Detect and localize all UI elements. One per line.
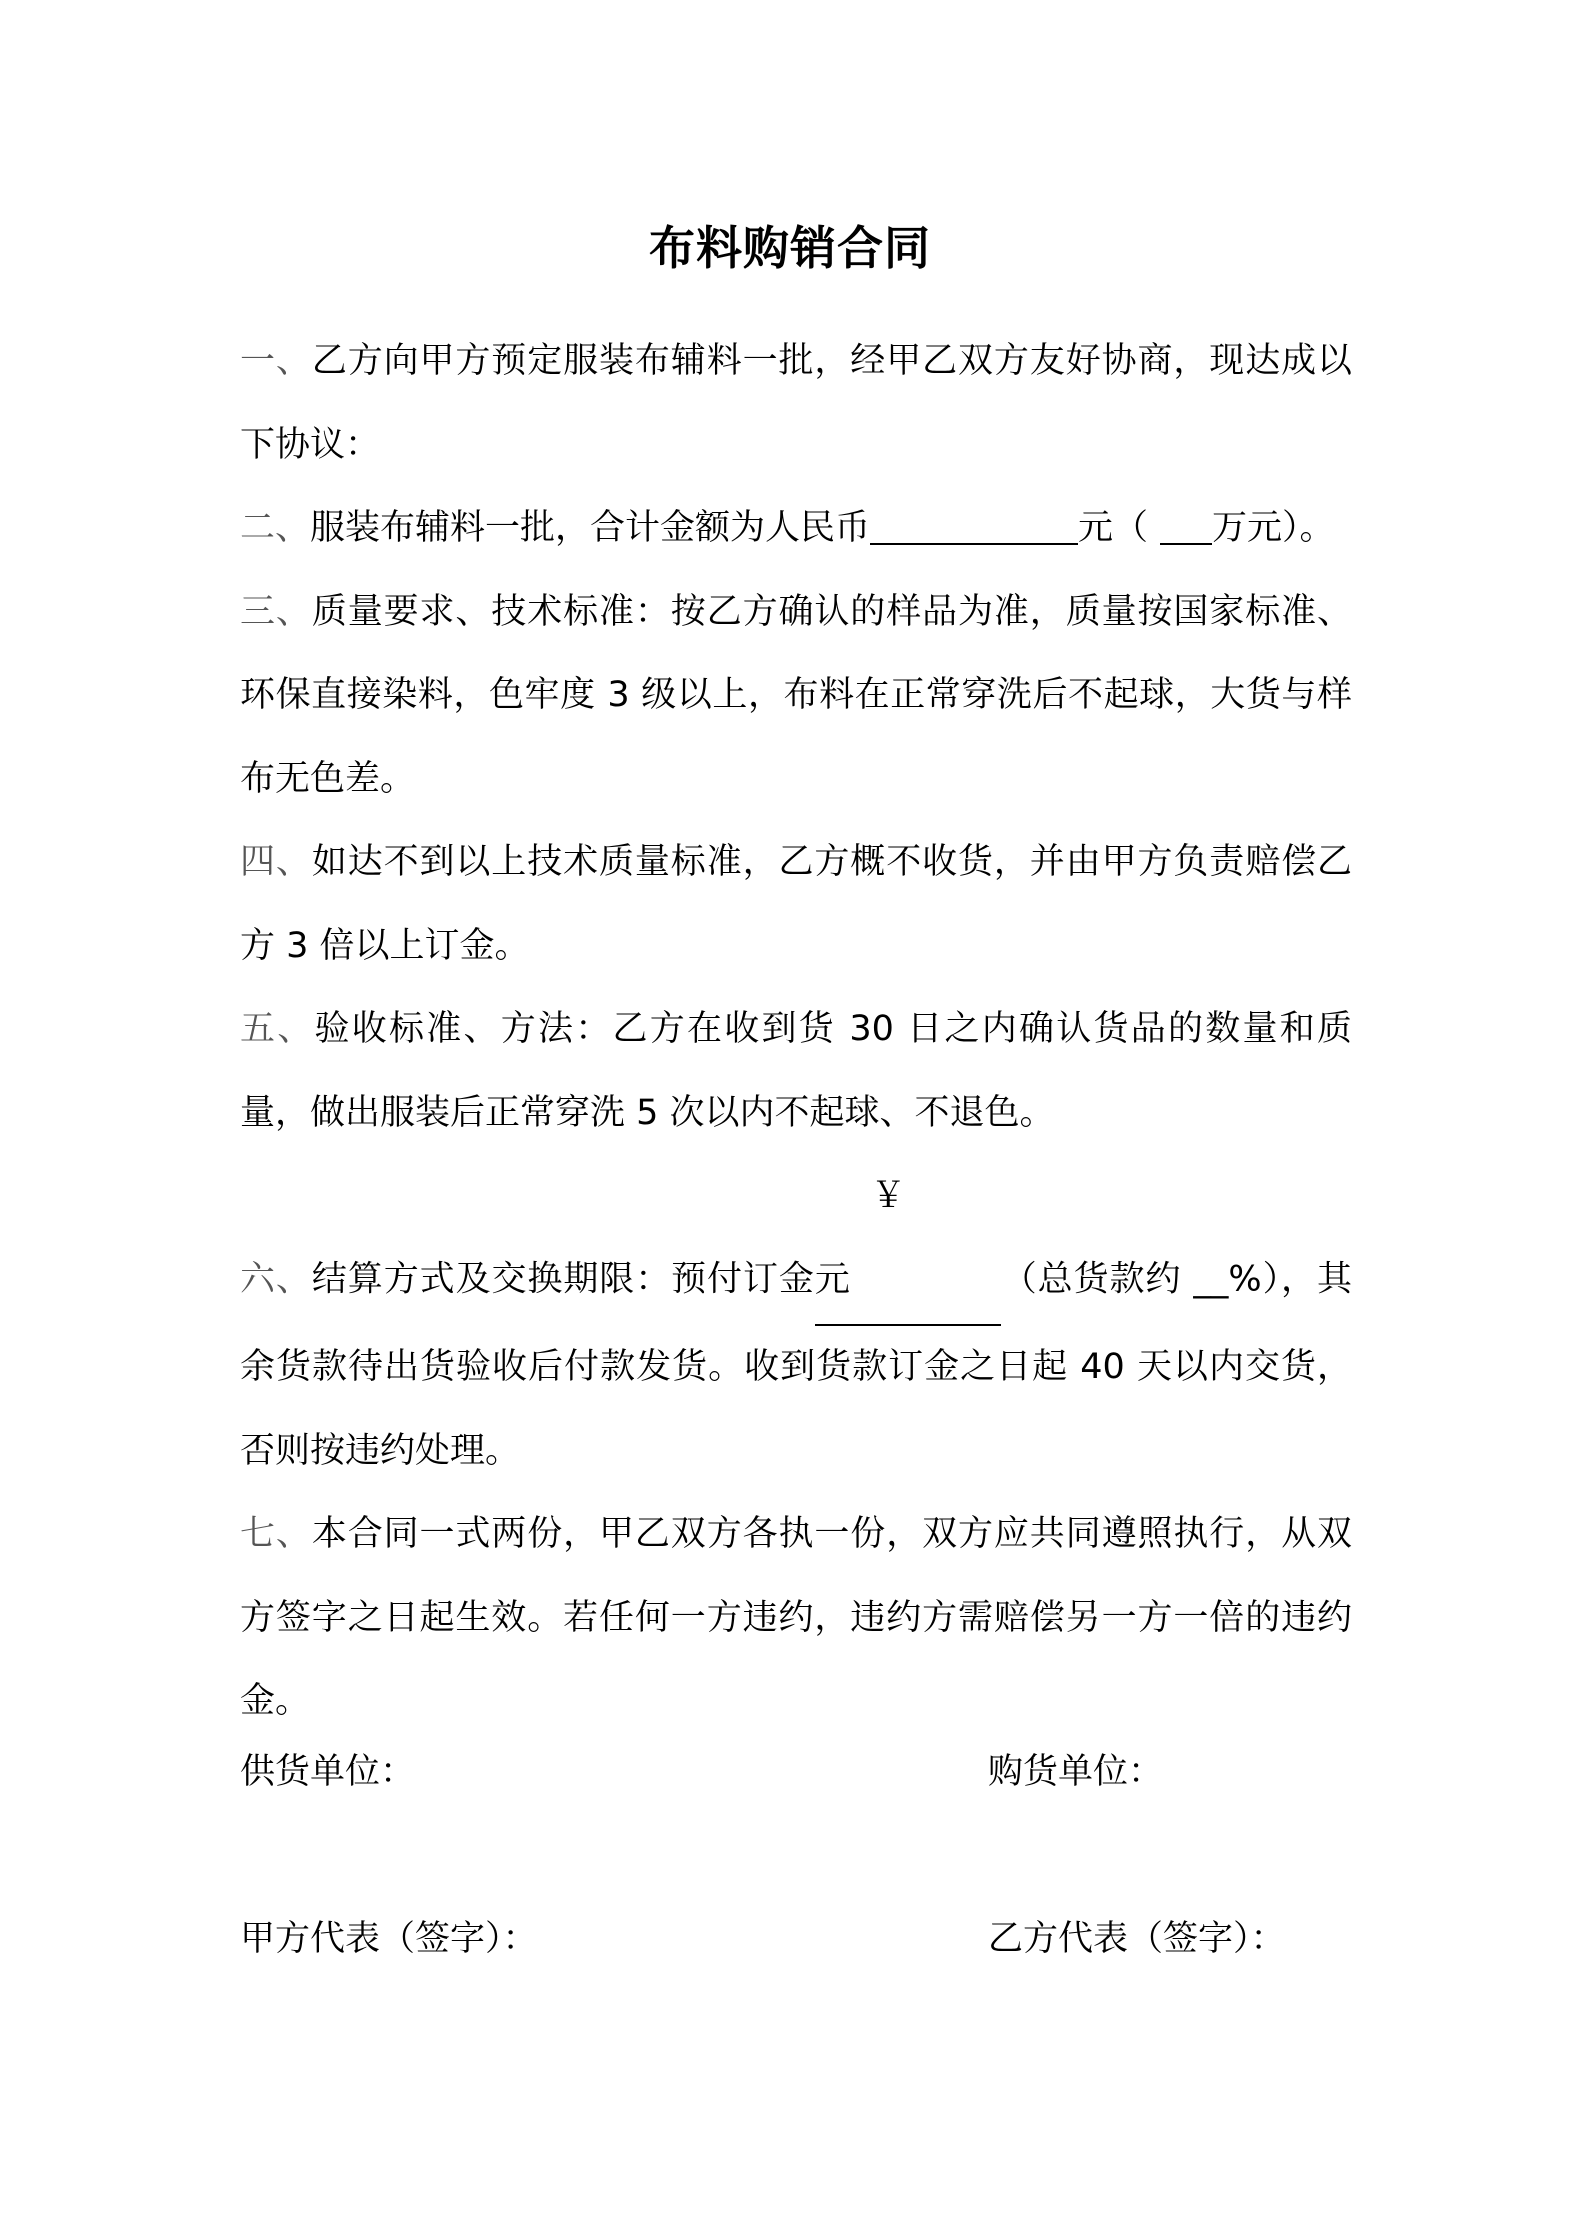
clause-3 — [240, 571, 1352, 822]
clause-number: 七、 — [240, 1514, 312, 1554]
clause-number: 四、 — [240, 842, 312, 882]
clause-text: 万元）。 — [1212, 508, 1335, 548]
clause-4 — [240, 821, 1352, 988]
contract-body — [240, 320, 1352, 1744]
purchaser-label: 购货单位： — [988, 1752, 1164, 1792]
party-b-signature-label: 乙方代表（签字）： — [988, 1919, 1286, 1959]
supplier-label: 供货单位： — [240, 1752, 416, 1792]
amount-wan-blank[interactable] — [1160, 508, 1212, 545]
clause-text: 元（ — [1078, 508, 1149, 548]
clause-text: 结算方式及交换期限：预付订金 — [311, 1259, 815, 1300]
clause-6 — [240, 1155, 1352, 1493]
clause-number: 六、 — [240, 1259, 312, 1300]
clause-text: 验收标准、方法：乙方在收到货 30 日之内确认货品的数量和质量，做出服装后正常穿洗 5 次以内不起球、不退色。 — [240, 1009, 1352, 1133]
clause-number: 二、 — [240, 508, 311, 548]
clause-number: 五、 — [240, 1009, 315, 1049]
clause-text: 乙方向甲方预定服装布辅料一批，经甲乙双方友好协商，现达成以下协议： — [240, 341, 1352, 465]
clause-1 — [240, 320, 1352, 487]
deposit-blank[interactable] — [815, 1155, 1001, 1326]
clause-text: （总货款约 __%），其余货款待出货验收后付款发货。收到货款订金之日起 40 天以内交货，否则按违约处理。 — [240, 1259, 1352, 1471]
clause-number: 三、 — [240, 591, 312, 632]
clause-2 — [240, 487, 1352, 571]
clause-number: 一、 — [240, 341, 312, 381]
clause-text: 本合同一式两份，甲乙双方各执一份，双方应共同遵照执行，从双方签字之日起生效。若任何一方违约，违约方需赔偿另一方一倍的违约金。 — [240, 1514, 1352, 1721]
yen-symbol: ￥ — [870, 1176, 906, 1216]
clause-text: 如达不到以上技术质量标准，乙方概不收货，并由甲方负责赔偿乙方 3 倍以上订金。 — [240, 842, 1352, 966]
yuan-unit: 元 — [814, 1259, 850, 1300]
clause-7 — [240, 1493, 1352, 1744]
clause-text: 质量要求、技术标准：按乙方确认的样品为准，质量按国家标准、环保直接染料，色牢度 3 级以上，布料在正常穿洗后不起球，大货与样布无色差。 — [240, 591, 1352, 799]
clause-5 — [240, 988, 1352, 1155]
document-title: 布料购销合同 — [649, 221, 931, 275]
party-a-signature-label: 甲方代表（签字）： — [240, 1919, 538, 1959]
clause-text: 服装布辅料一批，合计金额为人民币 — [310, 508, 871, 548]
amount-yuan-blank[interactable] — [870, 508, 1078, 545]
